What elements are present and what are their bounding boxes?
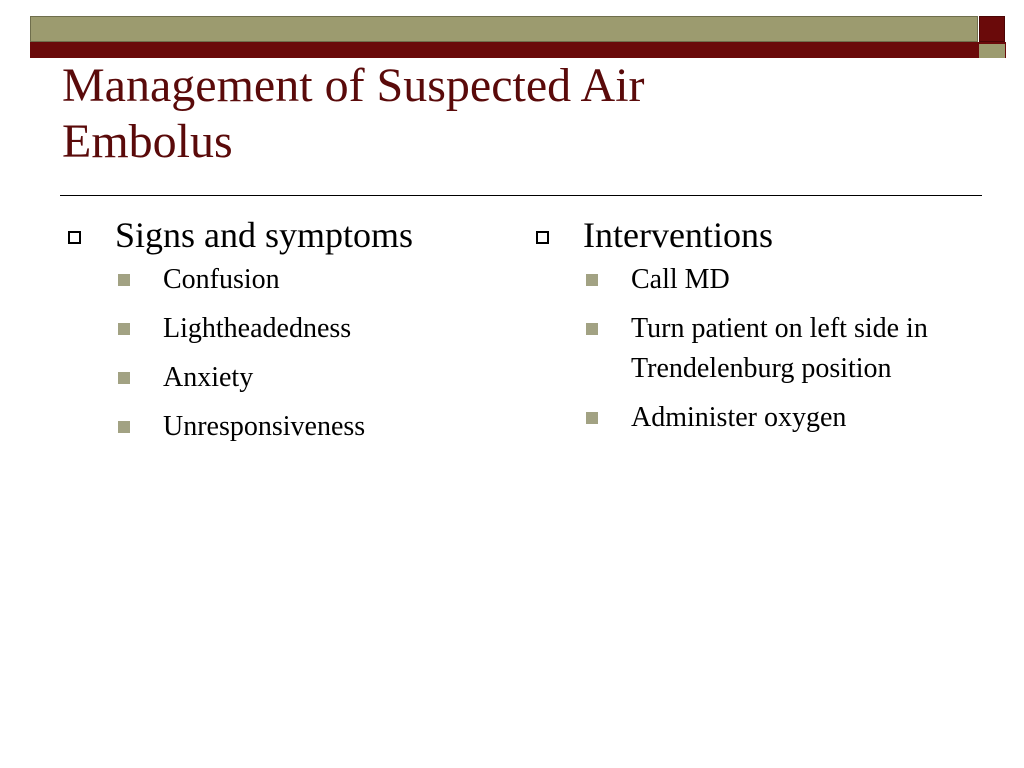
corner-maroon-square <box>979 16 1005 42</box>
slide-title <box>62 58 962 170</box>
signs-list <box>60 260 500 447</box>
list-item-text: Unresponsiveness <box>163 411 366 442</box>
hollow-square-bullet-icon <box>68 231 81 244</box>
list-item-text: Turn patient on left side in Trendelenburg position <box>631 313 928 384</box>
list-item <box>528 260 968 300</box>
list-item <box>60 407 500 447</box>
signs-column <box>60 210 500 456</box>
square-bullet-icon <box>586 412 598 424</box>
square-bullet-icon <box>118 372 130 384</box>
interventions-heading-text: Interventions <box>583 215 773 255</box>
list-item <box>528 309 968 389</box>
list-item-text: Anxiety <box>163 362 254 393</box>
list-item <box>528 398 968 438</box>
list-item-text: Lightheadedness <box>163 313 352 344</box>
signs-heading-text: Signs and symptoms <box>115 215 414 255</box>
hollow-square-bullet-icon <box>536 231 549 244</box>
list-item <box>60 260 500 300</box>
list-item-text: Call MD <box>631 264 730 295</box>
list-item-text: Confusion <box>163 264 280 295</box>
title-divider <box>60 195 982 196</box>
square-bullet-icon <box>586 323 598 335</box>
corner-olive-square <box>979 44 1005 58</box>
square-bullet-icon <box>118 323 130 335</box>
interventions-list <box>528 260 968 438</box>
square-bullet-icon <box>118 274 130 286</box>
header-olive-band <box>30 16 978 42</box>
list-item <box>60 309 500 349</box>
interventions-column <box>528 210 968 447</box>
slide-title-line-1: Management of Suspected Air <box>62 59 645 112</box>
signs-heading <box>60 210 500 260</box>
slide-title-line-2: Embolus <box>62 115 233 168</box>
list-item-text: Administer oxygen <box>631 402 847 433</box>
interventions-heading <box>528 210 968 260</box>
list-item <box>60 358 500 398</box>
header-maroon-rule <box>30 42 1006 58</box>
square-bullet-icon <box>118 421 130 433</box>
square-bullet-icon <box>586 274 598 286</box>
